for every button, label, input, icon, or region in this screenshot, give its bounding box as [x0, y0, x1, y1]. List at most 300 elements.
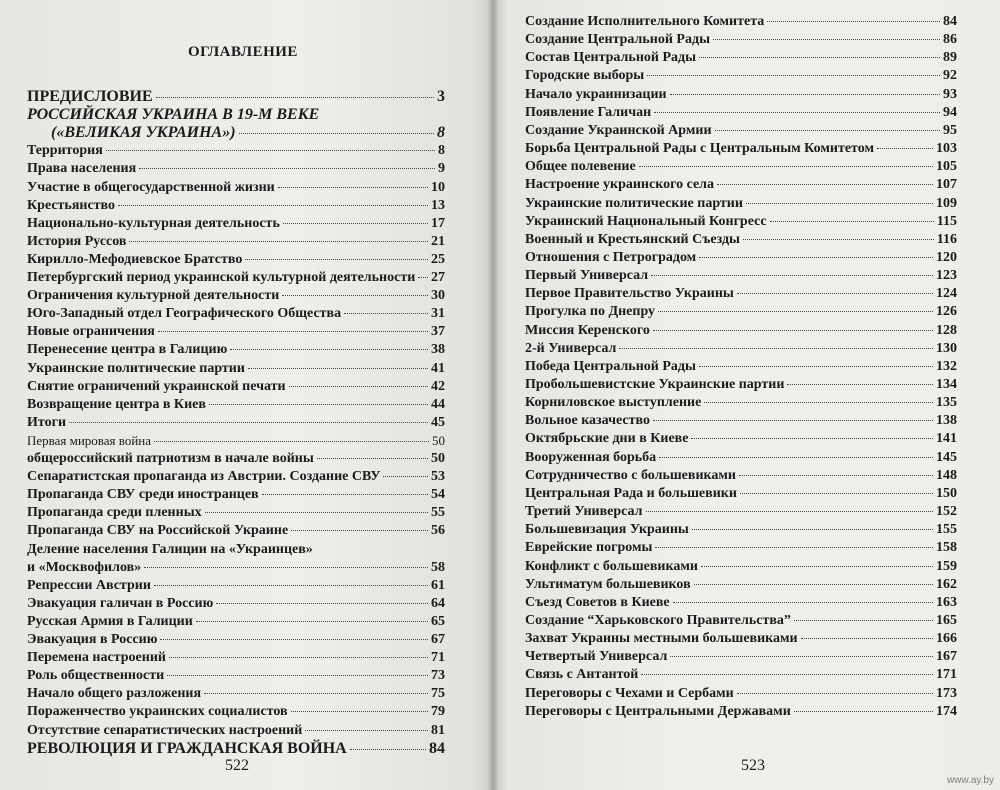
right-toc-entry — [525, 539, 957, 557]
entry-title: Ограничения культурной деятельности — [27, 288, 280, 303]
dot-leader — [169, 657, 428, 658]
right-toc-entry — [525, 666, 957, 684]
dot-leader — [248, 368, 428, 369]
entry-page-number: 73 — [431, 668, 445, 683]
dot-leader — [877, 148, 933, 149]
right-toc-entry — [525, 31, 957, 49]
entry-page-number: 95 — [943, 123, 957, 138]
entry-title: Территория — [27, 143, 103, 158]
entry-title: Связь с Антантой — [525, 667, 639, 682]
left-toc-entry — [27, 667, 445, 685]
dot-leader — [154, 441, 429, 442]
entry-page-number: 135 — [936, 395, 957, 410]
right-toc-entry — [525, 140, 957, 158]
entry-page-number: 64 — [431, 596, 445, 611]
entry-page-number: 89 — [943, 50, 957, 65]
dot-leader — [139, 168, 435, 169]
right-toc-entry — [525, 231, 957, 249]
entry-title: Перемена настроений — [27, 650, 166, 665]
watermark: www.ay.by — [946, 775, 994, 786]
left-toc-entry — [27, 595, 445, 613]
right-toc-entry — [525, 267, 957, 285]
entry-page-number: 84 — [429, 740, 445, 757]
entry-title: Ультиматум большевиков — [525, 577, 691, 592]
dot-leader — [282, 295, 428, 296]
entry-page-number: 132 — [936, 359, 957, 374]
entry-title: Военный и Крестьянский Съезды — [525, 232, 740, 247]
entry-page-number: 134 — [936, 377, 957, 392]
entry-title: Участие в общегосударственной жизни — [27, 180, 275, 195]
left-toc-entry — [27, 450, 445, 468]
entry-title: Деление населения Галиции на «Украинцев» — [27, 542, 313, 557]
entry-page-number: 38 — [431, 342, 445, 357]
entry-page-number: 84 — [943, 14, 957, 29]
left-toc-entry — [27, 722, 445, 740]
entry-title: Общее полевение — [525, 159, 636, 174]
entry-page-number: 92 — [943, 68, 957, 83]
entry-title: Третий Универсал — [525, 504, 643, 519]
entry-title: Сепаратистская пропаганда из Австрии. Создание СВУ — [27, 469, 381, 484]
entry-page-number: 141 — [936, 431, 957, 446]
dot-leader — [317, 458, 428, 459]
right-toc-entry — [525, 285, 957, 303]
dot-leader — [717, 184, 933, 185]
entry-page-number: 162 — [936, 577, 957, 592]
dot-leader — [653, 420, 933, 421]
dot-leader — [670, 656, 933, 657]
right-toc-entry — [525, 576, 957, 594]
entry-title: Первый Универсал — [525, 268, 649, 283]
dot-leader — [344, 313, 428, 314]
entry-page-number: 103 — [936, 141, 957, 156]
entry-title: РОССИЙСКАЯ УКРАИНА В 19-М ВЕКЕ — [27, 106, 320, 123]
left-toc-entry — [27, 541, 445, 559]
entry-title: Состав Центральной Рады — [525, 50, 697, 65]
entry-title: Четвертый Универсал — [525, 649, 668, 664]
left-toc-entry — [27, 504, 445, 522]
right-toc — [493, 0, 1000, 790]
entry-page-number: 123 — [936, 268, 957, 283]
right-toc-entry — [525, 648, 957, 666]
dot-leader — [743, 239, 934, 240]
dot-leader — [699, 257, 933, 258]
entry-page-number: 128 — [936, 323, 957, 338]
entry-title: Отношения с Петроградом — [525, 250, 697, 265]
dot-leader — [291, 711, 428, 712]
entry-title: Победа Центральной Рады — [525, 359, 696, 374]
entry-page-number: 130 — [936, 341, 957, 356]
left-toc-entry — [27, 414, 445, 432]
dot-leader — [641, 674, 933, 675]
left-toc-entry — [27, 360, 445, 378]
entry-title: Прогулка по Днепру — [525, 304, 656, 319]
entry-page-number: 79 — [431, 704, 445, 719]
left-toc-entry — [27, 468, 445, 486]
dot-leader — [262, 494, 428, 495]
right-toc-entry — [525, 594, 957, 612]
right-toc-entry — [525, 176, 957, 194]
entry-title: Создание Исполнительного Комитета — [525, 14, 765, 29]
dot-leader — [787, 384, 933, 385]
right-toc-entry — [525, 122, 957, 140]
entry-title: Создание Центральной Рады — [525, 32, 710, 47]
right-toc-entry — [525, 322, 957, 340]
entry-title: Съезд Советов в Киеве — [525, 595, 670, 610]
dot-leader — [350, 749, 426, 750]
entry-title: Пропаганда среди пленных — [27, 505, 202, 520]
dot-leader — [196, 621, 428, 622]
entry-title: и «Москвофилов» — [27, 560, 142, 575]
entry-title: Снятие ограничений украинской печати — [27, 379, 286, 394]
entry-page-number: 44 — [431, 397, 445, 412]
entry-title: Украинские политические партии — [525, 196, 743, 211]
entry-page-number: 31 — [431, 306, 445, 321]
entry-title: Появление Галичан — [525, 105, 652, 120]
entry-title: Эвакуация в Россию — [27, 632, 158, 647]
left-toc-entry — [27, 378, 445, 396]
entry-page-number: 148 — [936, 468, 957, 483]
entry-title: Возвращение центра в Киев — [27, 397, 206, 412]
entry-page-number: 81 — [431, 723, 445, 738]
dot-leader — [619, 348, 933, 349]
entry-page-number: 124 — [936, 286, 957, 301]
book-gutter — [487, 0, 499, 790]
dot-leader — [216, 603, 428, 604]
entry-page-number: 105 — [936, 159, 957, 174]
entry-page-number: 163 — [936, 595, 957, 610]
entry-title: Пробольшевистские Украинские партии — [525, 377, 785, 392]
dot-leader — [691, 438, 933, 439]
entry-page-number: 75 — [431, 686, 445, 701]
dot-leader — [801, 638, 933, 639]
right-toc-entry — [525, 521, 957, 539]
left-toc-entry — [27, 396, 445, 414]
left-toc-entry — [27, 197, 445, 215]
right-toc-entry — [525, 630, 957, 648]
left-page — [0, 0, 493, 790]
dot-leader — [694, 584, 933, 585]
dot-leader — [418, 277, 428, 278]
entry-page-number: 120 — [936, 250, 957, 265]
dot-leader — [144, 567, 428, 568]
entry-title: Начало украинизации — [525, 87, 667, 102]
entry-page-number: 166 — [936, 631, 957, 646]
entry-title: Русская Армия в Галиции — [27, 614, 193, 629]
entry-title: Сотрудничество с большевиками — [525, 468, 736, 483]
right-toc-entry — [525, 412, 957, 430]
entry-title: Октябрьские дни в Киеве — [525, 431, 689, 446]
left-toc-entry — [27, 486, 445, 504]
entry-title: Первое Правительство Украины — [525, 286, 734, 301]
dot-leader — [767, 21, 940, 22]
entry-page-number: 158 — [936, 540, 957, 555]
entry-title: Вольное казачество — [525, 413, 650, 428]
entry-title: Вооруженная борьба — [525, 450, 657, 465]
entry-title: Городские выборы — [525, 68, 645, 83]
entry-page-number: 42 — [431, 379, 445, 394]
right-toc-entry — [525, 340, 957, 358]
right-toc-entry — [525, 249, 957, 267]
right-toc-entry — [525, 104, 957, 122]
entry-title: Крестьянство — [27, 198, 116, 213]
dot-leader — [639, 166, 933, 167]
entry-title: Юго-Западный отдел Географического Общества — [27, 306, 342, 321]
left-toc-entry — [27, 631, 445, 649]
entry-title: Кирилло-Мефодиевское Братство — [27, 252, 243, 267]
left-toc-entry — [51, 124, 445, 142]
entry-title: Права населения — [27, 161, 137, 176]
entry-title: Пропаганда СВУ на Российской Украине — [27, 523, 289, 538]
entry-page-number: 71 — [431, 650, 445, 665]
entry-title: Пораженчество украинских социалистов — [27, 704, 288, 719]
dot-leader — [167, 675, 428, 676]
left-toc-entry — [27, 577, 445, 595]
dot-leader — [209, 404, 428, 405]
entry-page-number: 152 — [936, 504, 957, 519]
left-toc-entry — [27, 703, 445, 721]
dot-leader — [746, 203, 933, 204]
entry-title: Переговоры с Центральными Державами — [525, 704, 791, 719]
dot-leader — [118, 205, 428, 206]
entry-title: Пропаганда СВУ среди иностранцев — [27, 487, 259, 502]
entry-page-number: 9 — [438, 161, 445, 176]
right-toc-entry — [525, 376, 957, 394]
dot-leader — [651, 275, 933, 276]
left-toc-entry — [27, 142, 445, 160]
entry-page-number: 10 — [431, 180, 445, 195]
left-toc-entry — [27, 179, 445, 197]
right-toc-entry — [525, 86, 957, 104]
entry-page-number: 145 — [936, 450, 957, 465]
dot-leader — [646, 511, 934, 512]
dot-leader — [647, 75, 940, 76]
dot-leader — [205, 512, 428, 513]
right-toc-entry — [525, 703, 957, 721]
dot-leader — [291, 530, 428, 531]
entry-title: Переговоры с Чехами и Сербами — [525, 686, 734, 701]
dot-leader — [740, 493, 933, 494]
right-toc-entry — [525, 303, 957, 321]
right-toc-entry — [525, 13, 957, 31]
entry-title: Национально-культурная деятельность — [27, 216, 280, 231]
right-toc-entry — [525, 394, 957, 412]
dot-leader — [737, 693, 933, 694]
entry-page-number: 65 — [431, 614, 445, 629]
entry-title: Украинские политические партии — [27, 361, 245, 376]
entry-title: Петербургский период украинской культурной деятельности — [27, 270, 416, 285]
right-toc-entry — [525, 430, 957, 448]
dot-leader — [658, 311, 933, 312]
entry-title: («ВЕЛИКАЯ УКРАИНА») — [51, 124, 236, 141]
entry-title: РЕВОЛЮЦИЯ И ГРАЖДАНСКАЯ ВОЙНА — [27, 740, 347, 757]
left-toc-entry — [27, 559, 445, 577]
dot-leader — [659, 457, 933, 458]
right-toc-entry — [525, 503, 957, 521]
entry-page-number: 159 — [936, 559, 957, 574]
entry-page-number: 107 — [936, 177, 957, 192]
dot-leader — [156, 97, 434, 98]
dot-leader — [739, 475, 933, 476]
dot-leader — [704, 402, 933, 403]
right-toc-entry — [525, 558, 957, 576]
entry-title: Захват Украины местными большевиками — [525, 631, 798, 646]
right-toc-entry — [525, 213, 957, 231]
left-toc-entry — [27, 522, 445, 540]
right-toc-entry — [525, 467, 957, 485]
entry-title: Центральная Рада и большевики — [525, 486, 737, 501]
entry-title: Роль общественности — [27, 668, 165, 683]
left-toc-entry — [27, 323, 445, 341]
dot-leader — [699, 366, 933, 367]
entry-page-number: 55 — [431, 505, 445, 520]
entry-page-number: 86 — [943, 32, 957, 47]
entry-title: Корниловское выступление — [525, 395, 702, 410]
left-toc — [0, 0, 493, 790]
dot-leader — [692, 529, 933, 530]
entry-page-number: 8 — [437, 124, 445, 141]
dot-leader — [383, 476, 428, 477]
entry-page-number: 30 — [431, 288, 445, 303]
entry-page-number: 8 — [438, 143, 445, 158]
dot-leader — [204, 693, 428, 694]
dot-leader — [670, 94, 940, 95]
entry-title: Миссия Керенского — [525, 323, 650, 338]
entry-page-number: 171 — [936, 667, 957, 682]
left-toc-entry — [27, 233, 445, 251]
left-toc-entry — [27, 251, 445, 269]
entry-page-number: 173 — [936, 686, 957, 701]
dot-leader — [239, 133, 434, 134]
entry-page-number: 94 — [943, 105, 957, 120]
right-toc-entry — [525, 685, 957, 703]
entry-page-number: 41 — [431, 361, 445, 376]
entry-page-number: 25 — [431, 252, 445, 267]
entry-page-number: 67 — [431, 632, 445, 647]
dot-leader — [106, 150, 435, 151]
dot-leader — [794, 711, 933, 712]
left-toc-entry — [27, 106, 445, 124]
entry-page-number: 56 — [431, 523, 445, 538]
entry-page-number: 45 — [431, 415, 445, 430]
dot-leader — [653, 330, 933, 331]
dot-leader — [699, 57, 940, 58]
entry-title: Новые ограничения — [27, 324, 155, 339]
entry-page-number: 37 — [431, 324, 445, 339]
entry-title: 2-й Универсал — [525, 341, 617, 356]
entry-title: Еврейские погромы — [525, 540, 653, 555]
right-page-number: 523 — [741, 757, 765, 774]
dot-leader — [673, 602, 933, 603]
right-toc-entry — [525, 485, 957, 503]
entry-title: Украинский Национальный Конгресс — [525, 214, 767, 229]
entry-title: Эвакуация галичан в Россию — [27, 596, 214, 611]
dot-leader — [278, 187, 428, 188]
entry-page-number: 174 — [936, 704, 957, 719]
entry-page-number: 54 — [431, 487, 445, 502]
entry-page-number: 50 — [432, 433, 445, 448]
left-toc-entry — [27, 649, 445, 667]
left-toc-entry — [27, 287, 445, 305]
toc-heading: ОГЛАВЛЕНИЕ — [188, 44, 298, 60]
dot-leader — [245, 259, 428, 260]
entry-page-number: 126 — [936, 304, 957, 319]
right-toc-entry — [525, 612, 957, 630]
dot-leader — [770, 221, 934, 222]
entry-page-number: 53 — [431, 469, 445, 484]
entry-title: Репрессии Австрии — [27, 578, 151, 593]
dot-leader — [701, 566, 933, 567]
entry-title: Большевизация Украины — [525, 522, 689, 537]
entry-page-number: 3 — [437, 88, 445, 105]
entry-title: общероссийский патриотизм в начале войны — [27, 451, 314, 466]
dot-leader — [230, 349, 428, 350]
entry-page-number: 93 — [943, 87, 957, 102]
left-toc-entry — [27, 160, 445, 178]
dot-leader — [794, 620, 933, 621]
entry-title: История Руссов — [27, 234, 127, 249]
dot-leader — [69, 422, 428, 423]
entry-title: Итоги — [27, 415, 67, 430]
dot-leader — [713, 39, 940, 40]
entry-title: ПРЕДИСЛОВИЕ — [27, 88, 153, 105]
dot-leader — [158, 331, 428, 332]
entry-title: Первая мировая война — [27, 433, 152, 448]
dot-leader — [655, 547, 933, 548]
entry-page-number: 165 — [936, 613, 957, 628]
left-toc-entry — [27, 269, 445, 287]
right-toc-entry — [525, 158, 957, 176]
dot-leader — [305, 730, 428, 731]
entry-title: Настроение украинского села — [525, 177, 715, 192]
entry-page-number: 116 — [936, 232, 957, 247]
right-toc-entry — [525, 49, 957, 67]
right-toc-entry — [525, 449, 957, 467]
entry-page-number: 115 — [936, 214, 957, 229]
entry-title: Создание Украинской Армии — [525, 123, 712, 138]
entry-page-number: 13 — [431, 198, 445, 213]
entry-page-number: 150 — [936, 486, 957, 501]
entry-page-number: 21 — [431, 234, 445, 249]
entry-page-number: 138 — [936, 413, 957, 428]
entry-title: Борьба Центральной Рады с Центральным Комитетом — [525, 141, 875, 156]
entry-page-number: 58 — [431, 560, 445, 575]
left-toc-entry — [27, 432, 445, 450]
left-toc-entry — [27, 215, 445, 233]
entry-title: Перенесение центра в Галицию — [27, 342, 228, 357]
left-toc-entry — [27, 88, 445, 106]
entry-title: Начало общего разложения — [27, 686, 202, 701]
entry-page-number: 167 — [936, 649, 957, 664]
right-toc-entry — [525, 358, 957, 376]
entry-title: Отсутствие сепаратистических настроений — [27, 723, 303, 738]
left-toc-entry — [27, 613, 445, 631]
dot-leader — [715, 130, 940, 131]
right-page — [493, 0, 1000, 790]
entry-title: Конфликт с большевиками — [525, 559, 698, 574]
dot-leader — [289, 386, 428, 387]
dot-leader — [129, 241, 428, 242]
right-toc-entry — [525, 195, 957, 213]
entry-page-number: 50 — [431, 451, 445, 466]
dot-leader — [283, 223, 428, 224]
entry-page-number: 61 — [431, 578, 445, 593]
entry-page-number: 155 — [936, 522, 957, 537]
entry-title: Создание “Харьковского Правительства” — [525, 613, 791, 628]
dot-leader — [654, 112, 940, 113]
right-toc-entry — [525, 67, 957, 85]
dot-leader — [737, 293, 933, 294]
left-toc-entry — [27, 305, 445, 323]
